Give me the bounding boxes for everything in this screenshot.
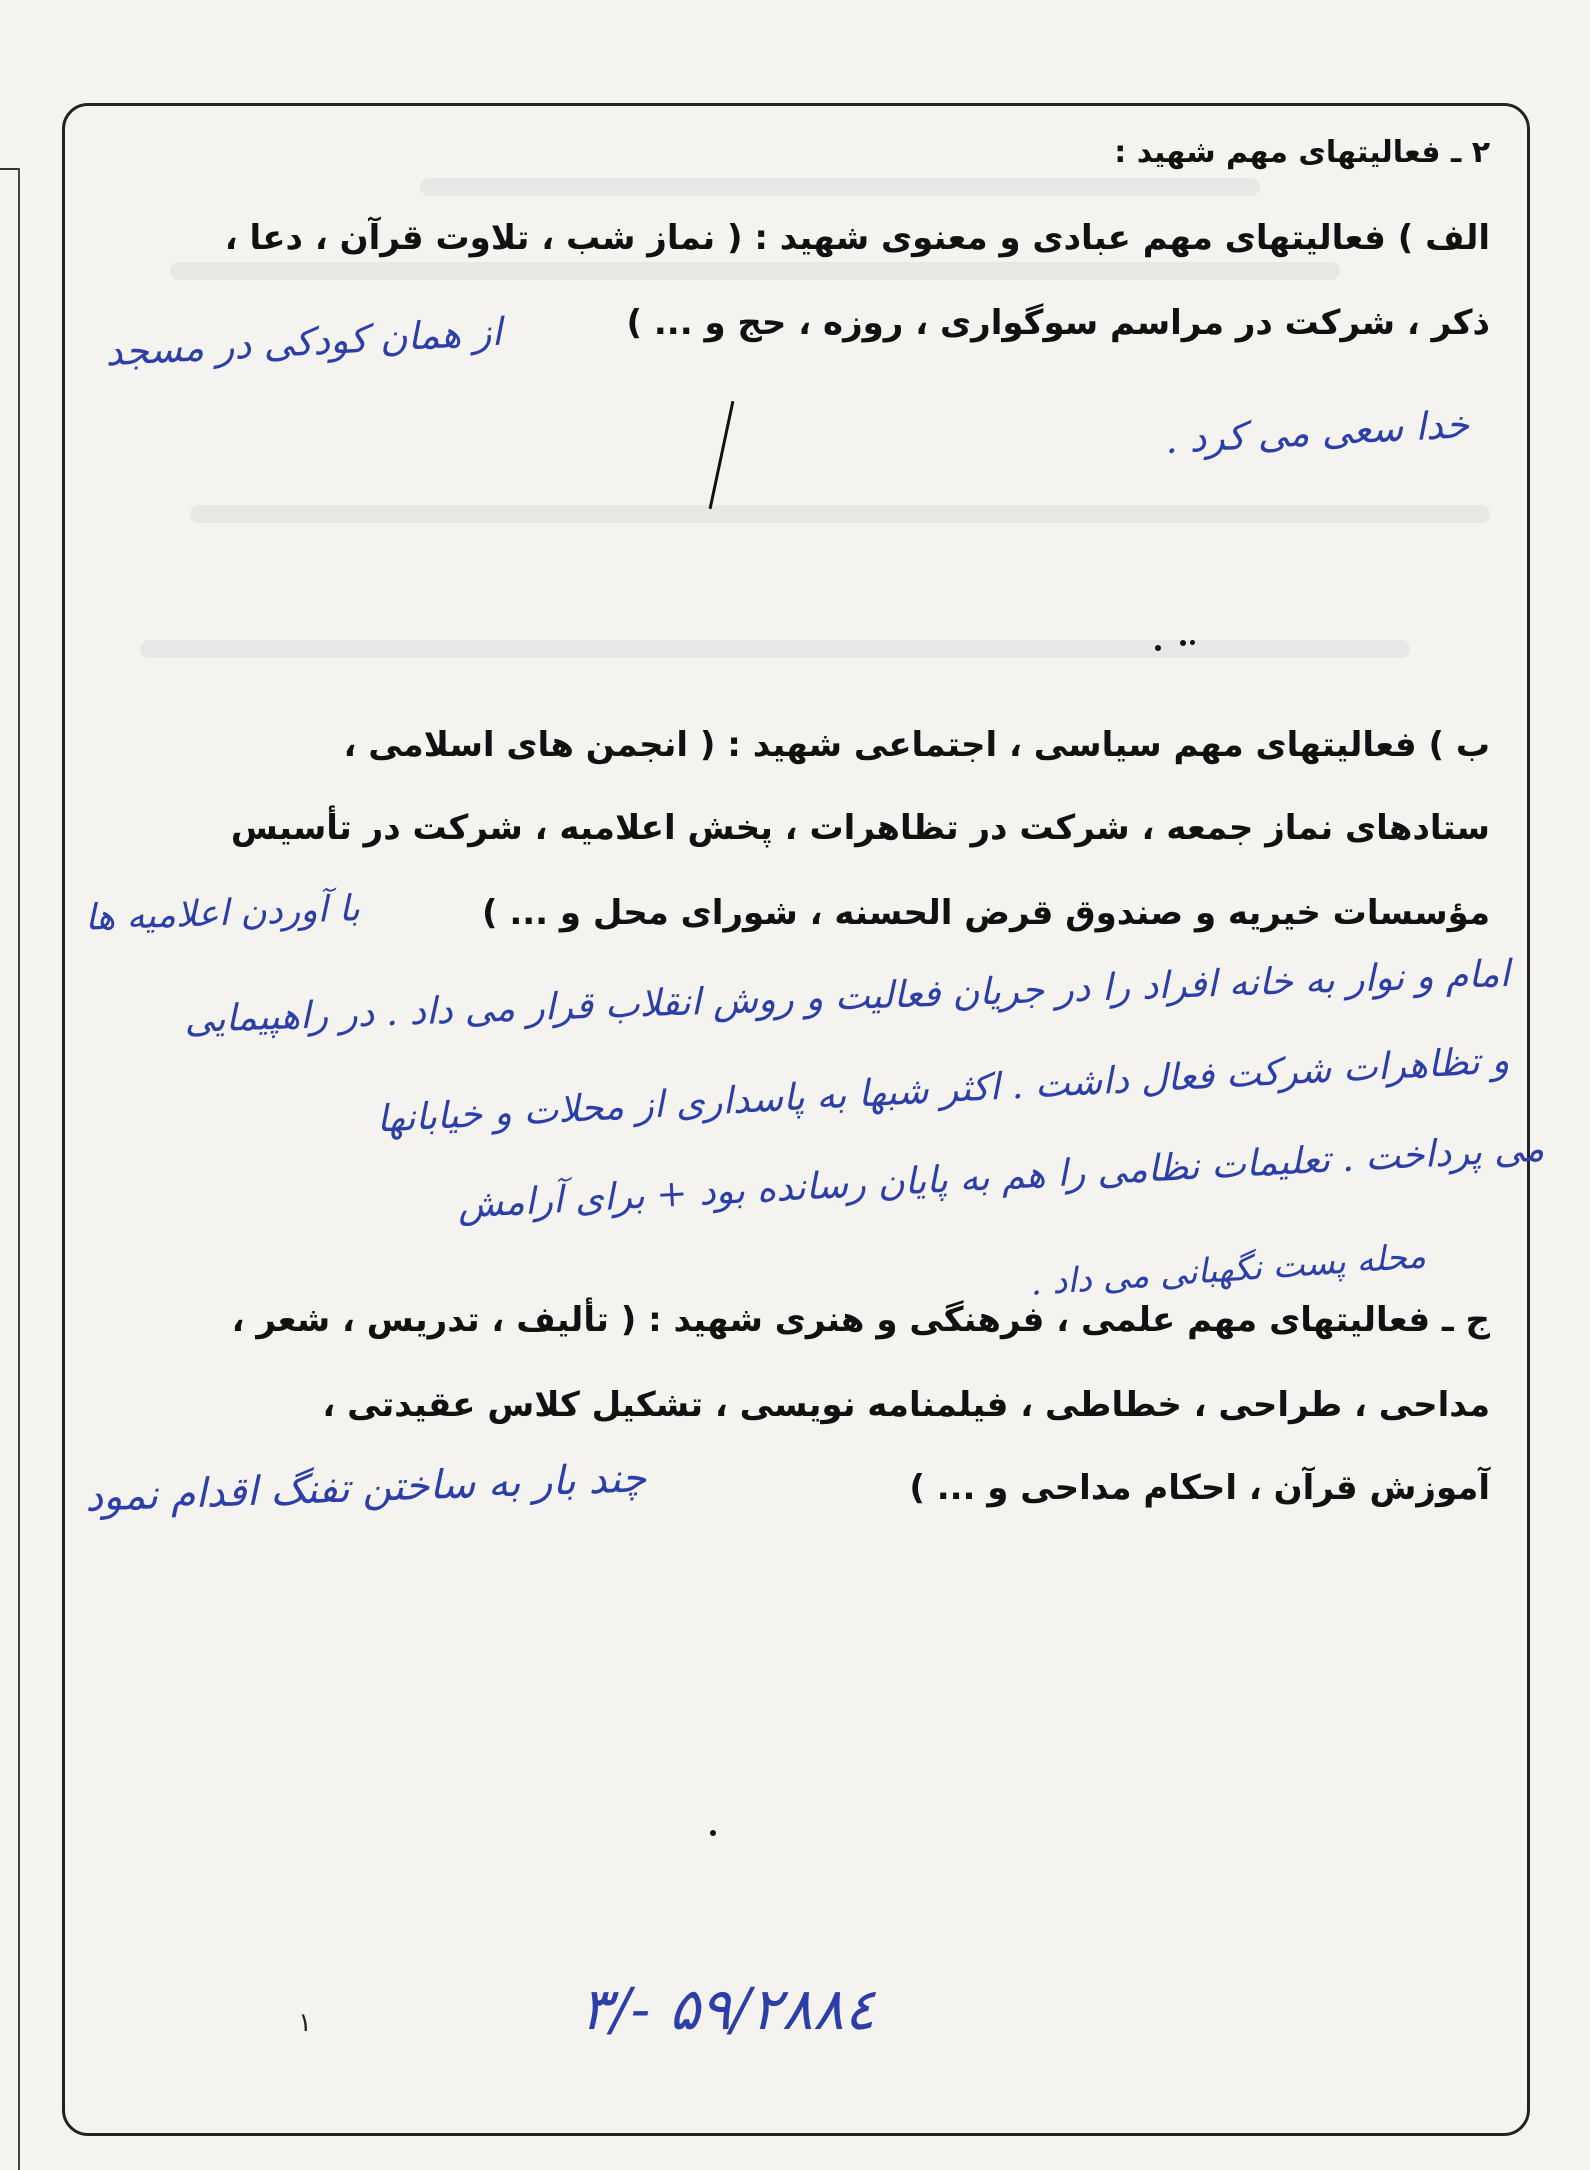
ink-dot — [1155, 645, 1161, 651]
part-a-line-2: ذکر ، شرکت در مراسم سوگواری ، روزه ، حج و ... ) — [626, 303, 1490, 343]
handwritten-note-b-1: با آوردن اعلامیه ها — [84, 888, 361, 939]
ink-dot — [710, 1830, 716, 1836]
handwritten-note-b-2: امام و نوار به خانه افراد را در جریان فعالیت و روش انقلاب قرار می داد . در راهپیمایی — [183, 951, 1511, 1042]
part-c-line-3: آموزش قرآن ، احکام مداحی و ... ) — [909, 1468, 1490, 1508]
ink-dot — [1190, 640, 1195, 645]
handwritten-note-a-2: خدا سعی می کرد . — [1164, 402, 1471, 462]
page-border — [62, 103, 1530, 2136]
part-b-line-1: ب ) فعالیتهای مهم سیاسی ، اجتماعی شهید : ( انجمن های اسلامی ، — [343, 725, 1490, 765]
edge-mark — [18, 168, 20, 2170]
handwritten-note-b-3: و تظاهرات شرکت فعال داشت . اکثر شبها به پاسداری از محلات و خیابانها — [375, 1038, 1511, 1141]
part-b-line-2: ستادهای نماز جمعه ، شرکت در تظاهرات ، پخش اعلامیه ، شرکت در تأسیس — [230, 808, 1490, 848]
handwritten-note-a-1: از همان کودکی در مسجد — [104, 309, 504, 375]
part-c-line-1: ج ـ فعالیتهای مهم علمی ، فرهنگی و هنری شهید : ( تألیف ، تدریس ، شعر ، — [231, 1300, 1490, 1340]
part-c-line-2: مداحی ، طراحی ، خطاطی ، فیلمنامه نویسی ، تشکیل کلاس عقیدتی ، — [322, 1385, 1490, 1425]
archive-number: ۳/- ۵۹/۲۸۸٤ — [580, 1975, 876, 2043]
ink-dot — [1180, 640, 1186, 646]
edge-mark — [0, 168, 20, 170]
page-number: ۱ — [298, 2008, 312, 2038]
section-heading: ۲ ـ فعالیتهای مهم شهید : — [1114, 135, 1490, 170]
part-a-line-1: الف ) فعالیتهای مهم عبادی و معنوی شهید : ( نماز شب ، تلاوت قرآن ، دعا ، — [224, 218, 1490, 258]
handwritten-note-c-1: چند بار به ساختن تفنگ اقدام نمود — [84, 1455, 647, 1521]
part-b-line-3: مؤسسات خیریه و صندوق قرض الحسنه ، شورای محل و ... ) — [481, 893, 1490, 933]
handwritten-note-b-4: می پرداخت . تعلیمات نظامی را هم به پایان رسانده بود + برای آرامش — [456, 1126, 1546, 1227]
handwritten-note-b-5: محله پست نگهبانی می داد . — [1029, 1236, 1428, 1304]
